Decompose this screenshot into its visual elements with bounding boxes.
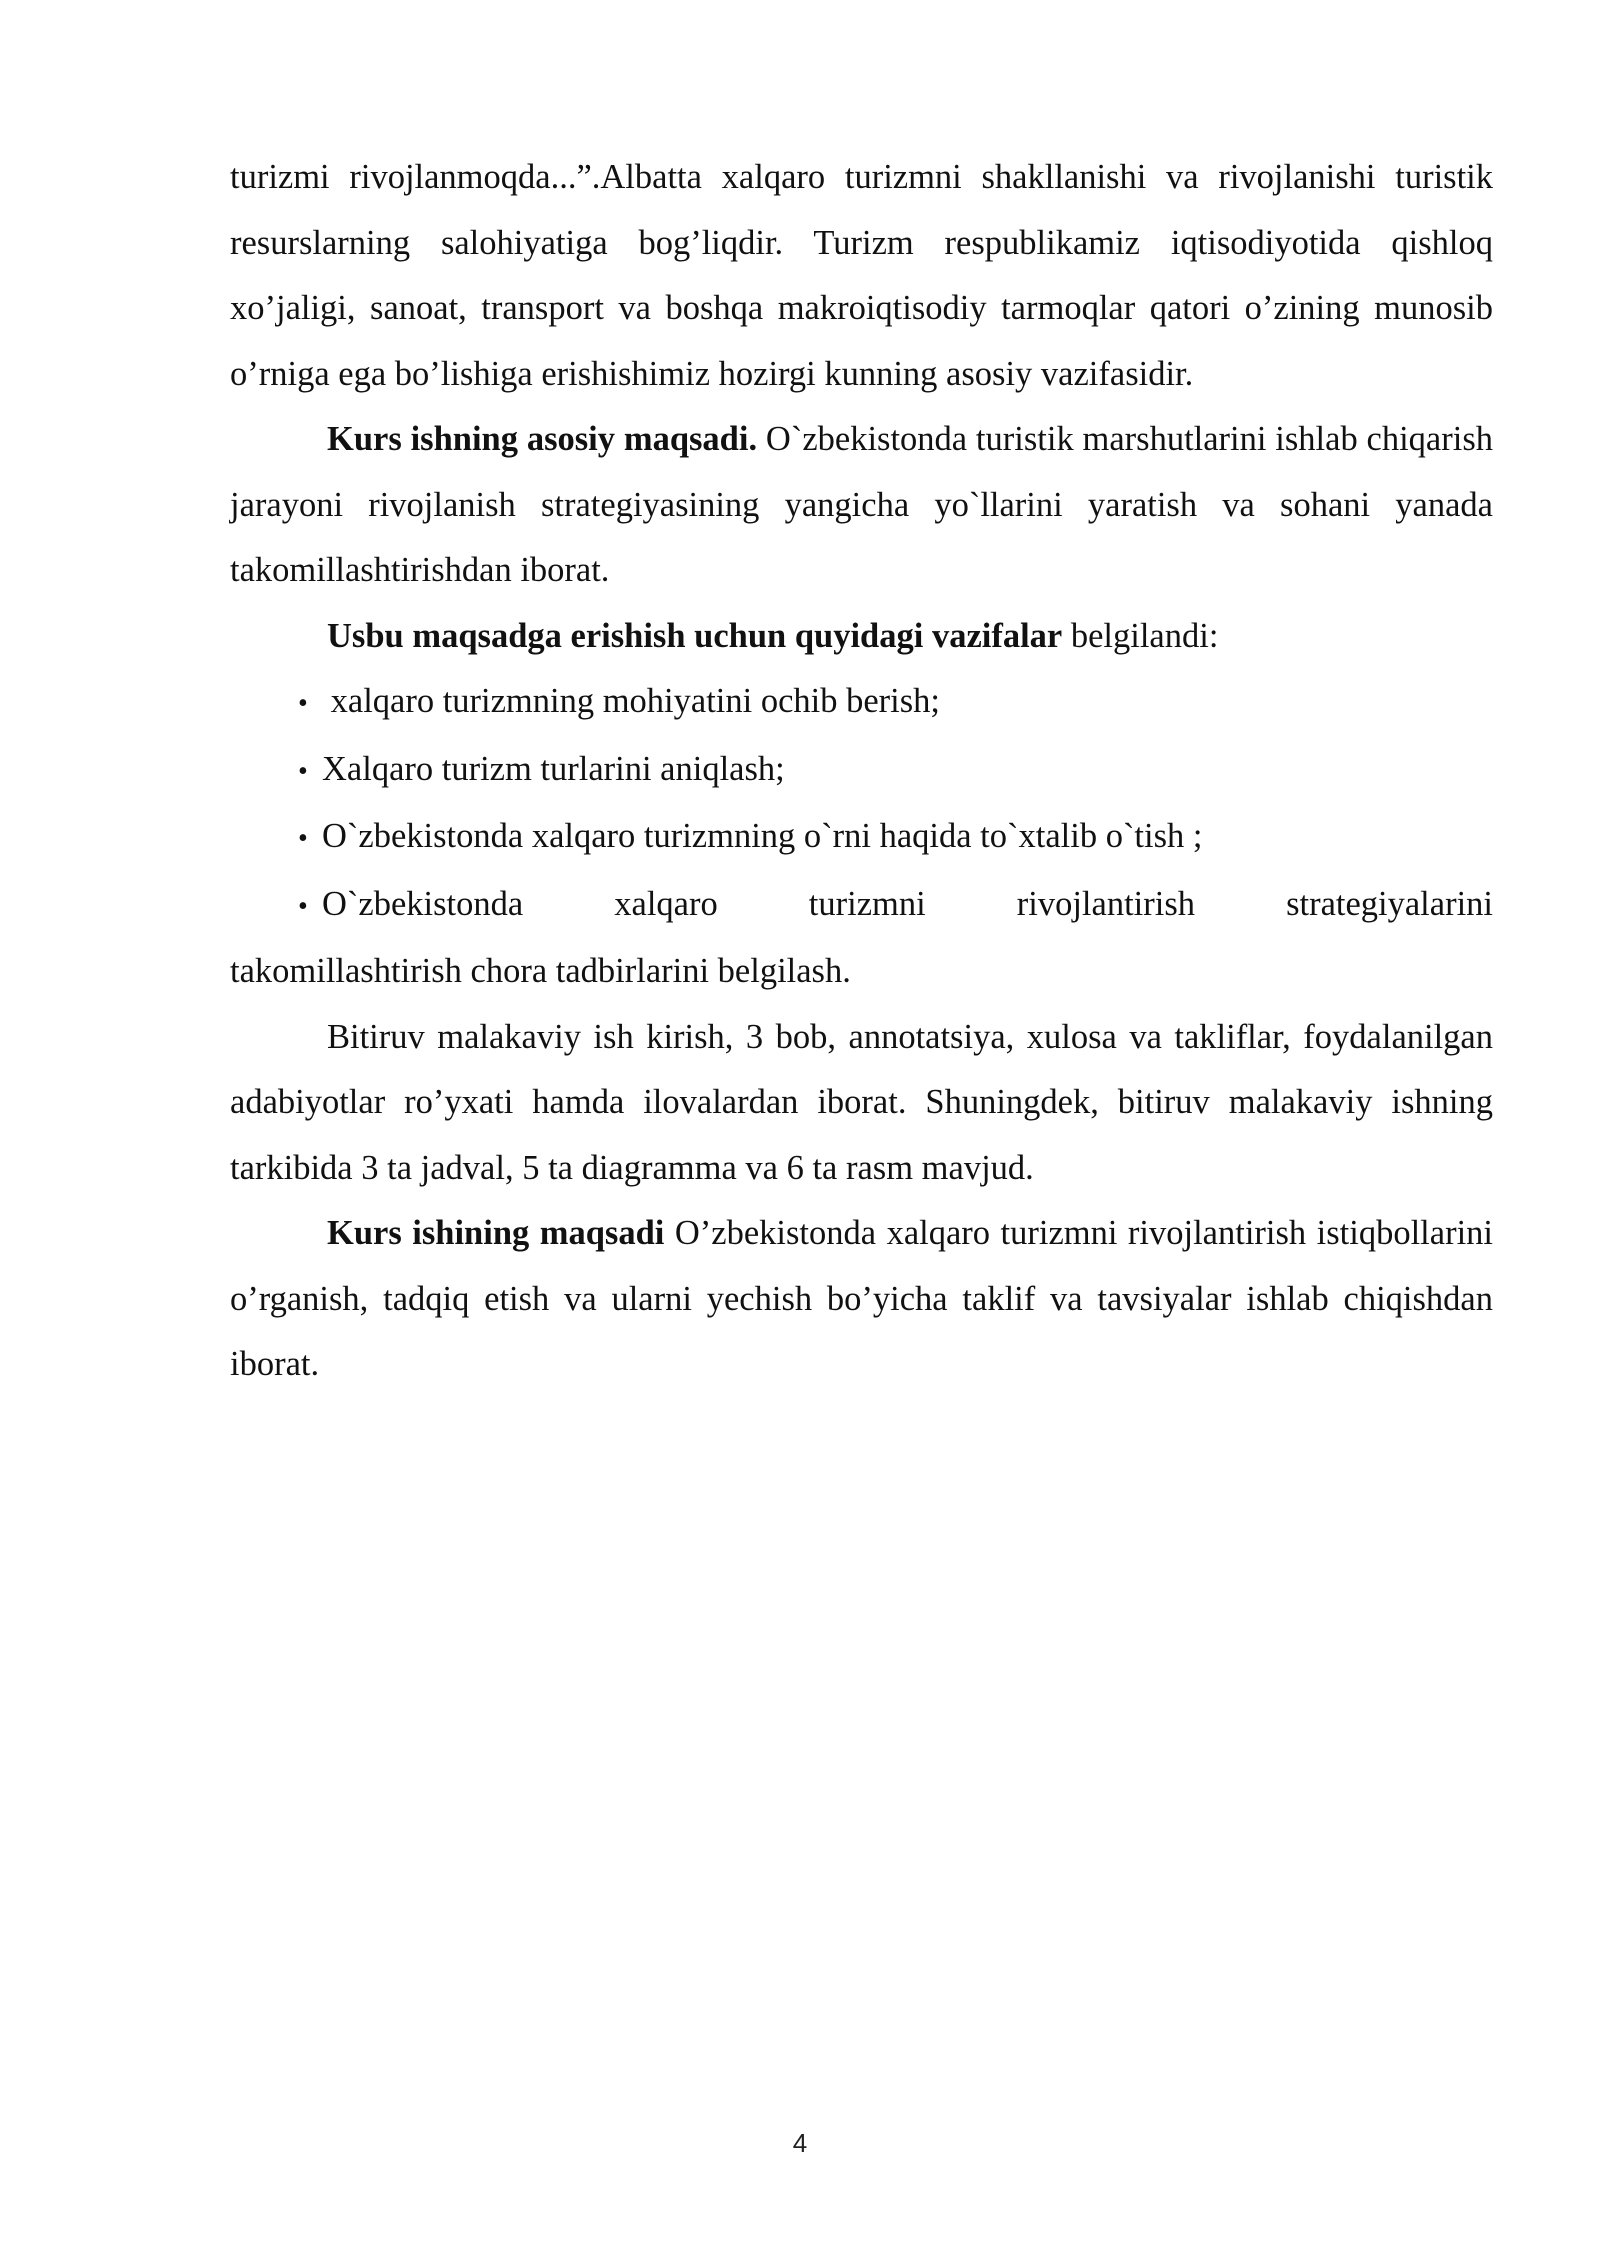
page-content bbox=[230, 145, 1493, 1398]
bullet-item-4 bbox=[230, 872, 1493, 940]
structure-paragraph: Bitiruv malakaviy ish kirish, 3 bob, annotatsiya, xulosa va takliflar, foydalanilgan adabiyotlar ro’yxati hamda ilovalardan iborat. Shuningdek, bitiruv malakaviy ishning tarkibida 3 ta jadval, 5 ta diagramma va 6 ta rasm mavjud. bbox=[230, 1017, 1493, 1187]
purpose-paragraph bbox=[230, 407, 1493, 604]
tasks-text: belgilandi: bbox=[1062, 616, 1219, 655]
goal-text: O’zbekistonda xalqaro turizmni rivojlantirish istiqbollarini o’rganish, tadqiq etish va ularni yechish bo’yicha taklif va tavsiyalar ishlab chiqishdan iborat. bbox=[230, 1214, 1493, 1383]
purpose-text: O`zbekistonda turistik marshutlarini ishlab chiqarish jarayoni rivojlanish strategiyasining yangicha yo`llarini yaratish va sohani yanada takomillashtirishdan iborat. bbox=[230, 420, 1493, 589]
bullet-icon: • bbox=[298, 755, 308, 787]
bullet-item-text: O`zbekistonda xalqaro turizmning o`rni haqida to`xtalib o`tish ; bbox=[322, 817, 1203, 855]
bullet-item-text: xalqaro turizmning mohiyatini ochib berish; bbox=[322, 682, 941, 720]
goal-label: Kurs ishining maqsadi bbox=[327, 1214, 665, 1252]
goal-paragraph bbox=[230, 1201, 1493, 1398]
bullet-item-text: Xalqaro turizm turlarini aniqlash; bbox=[322, 749, 785, 788]
tasks-heading bbox=[230, 604, 1493, 670]
bullet-item-2 bbox=[230, 737, 1493, 805]
bullet-item-text: O`zbekistonda xalqaro turizmni rivojlantirish strategiyalarini bbox=[322, 884, 1493, 923]
page-number: 4 bbox=[792, 2128, 808, 2158]
bullet-icon: • bbox=[298, 823, 308, 854]
purpose-label: Kurs ishning asosiy maqsadi. bbox=[327, 420, 758, 458]
bullet-item-1 bbox=[230, 669, 1493, 737]
bullet-icon: • bbox=[298, 688, 308, 719]
bullet-item-4-continuation: takomillashtirish chora tadbirlarini belgilash. bbox=[230, 952, 851, 990]
bullet-item-3 bbox=[230, 804, 1493, 872]
tasks-label: Usbu maqsadga erishish uchun quyidagi vazifalar bbox=[327, 616, 1063, 655]
bullet-icon: • bbox=[298, 890, 308, 922]
intro-paragraph: turizmi rivojlanmoqda...”.Albatta xalqaro turizmni shakllanishi va rivojlanishi turistik resurslarning salohiyatiga bog’liqdir. Turizm respublikamiz iqtisodiyotida qishloq xo’jaligi, sanoat, transport va boshqa makroiqtisodiy tarmoqlar qatori o’zining munosib o’rniga ega bo’lishiga erishishimiz hozirgi kunning asosiy vazifasidir. bbox=[230, 158, 1493, 393]
